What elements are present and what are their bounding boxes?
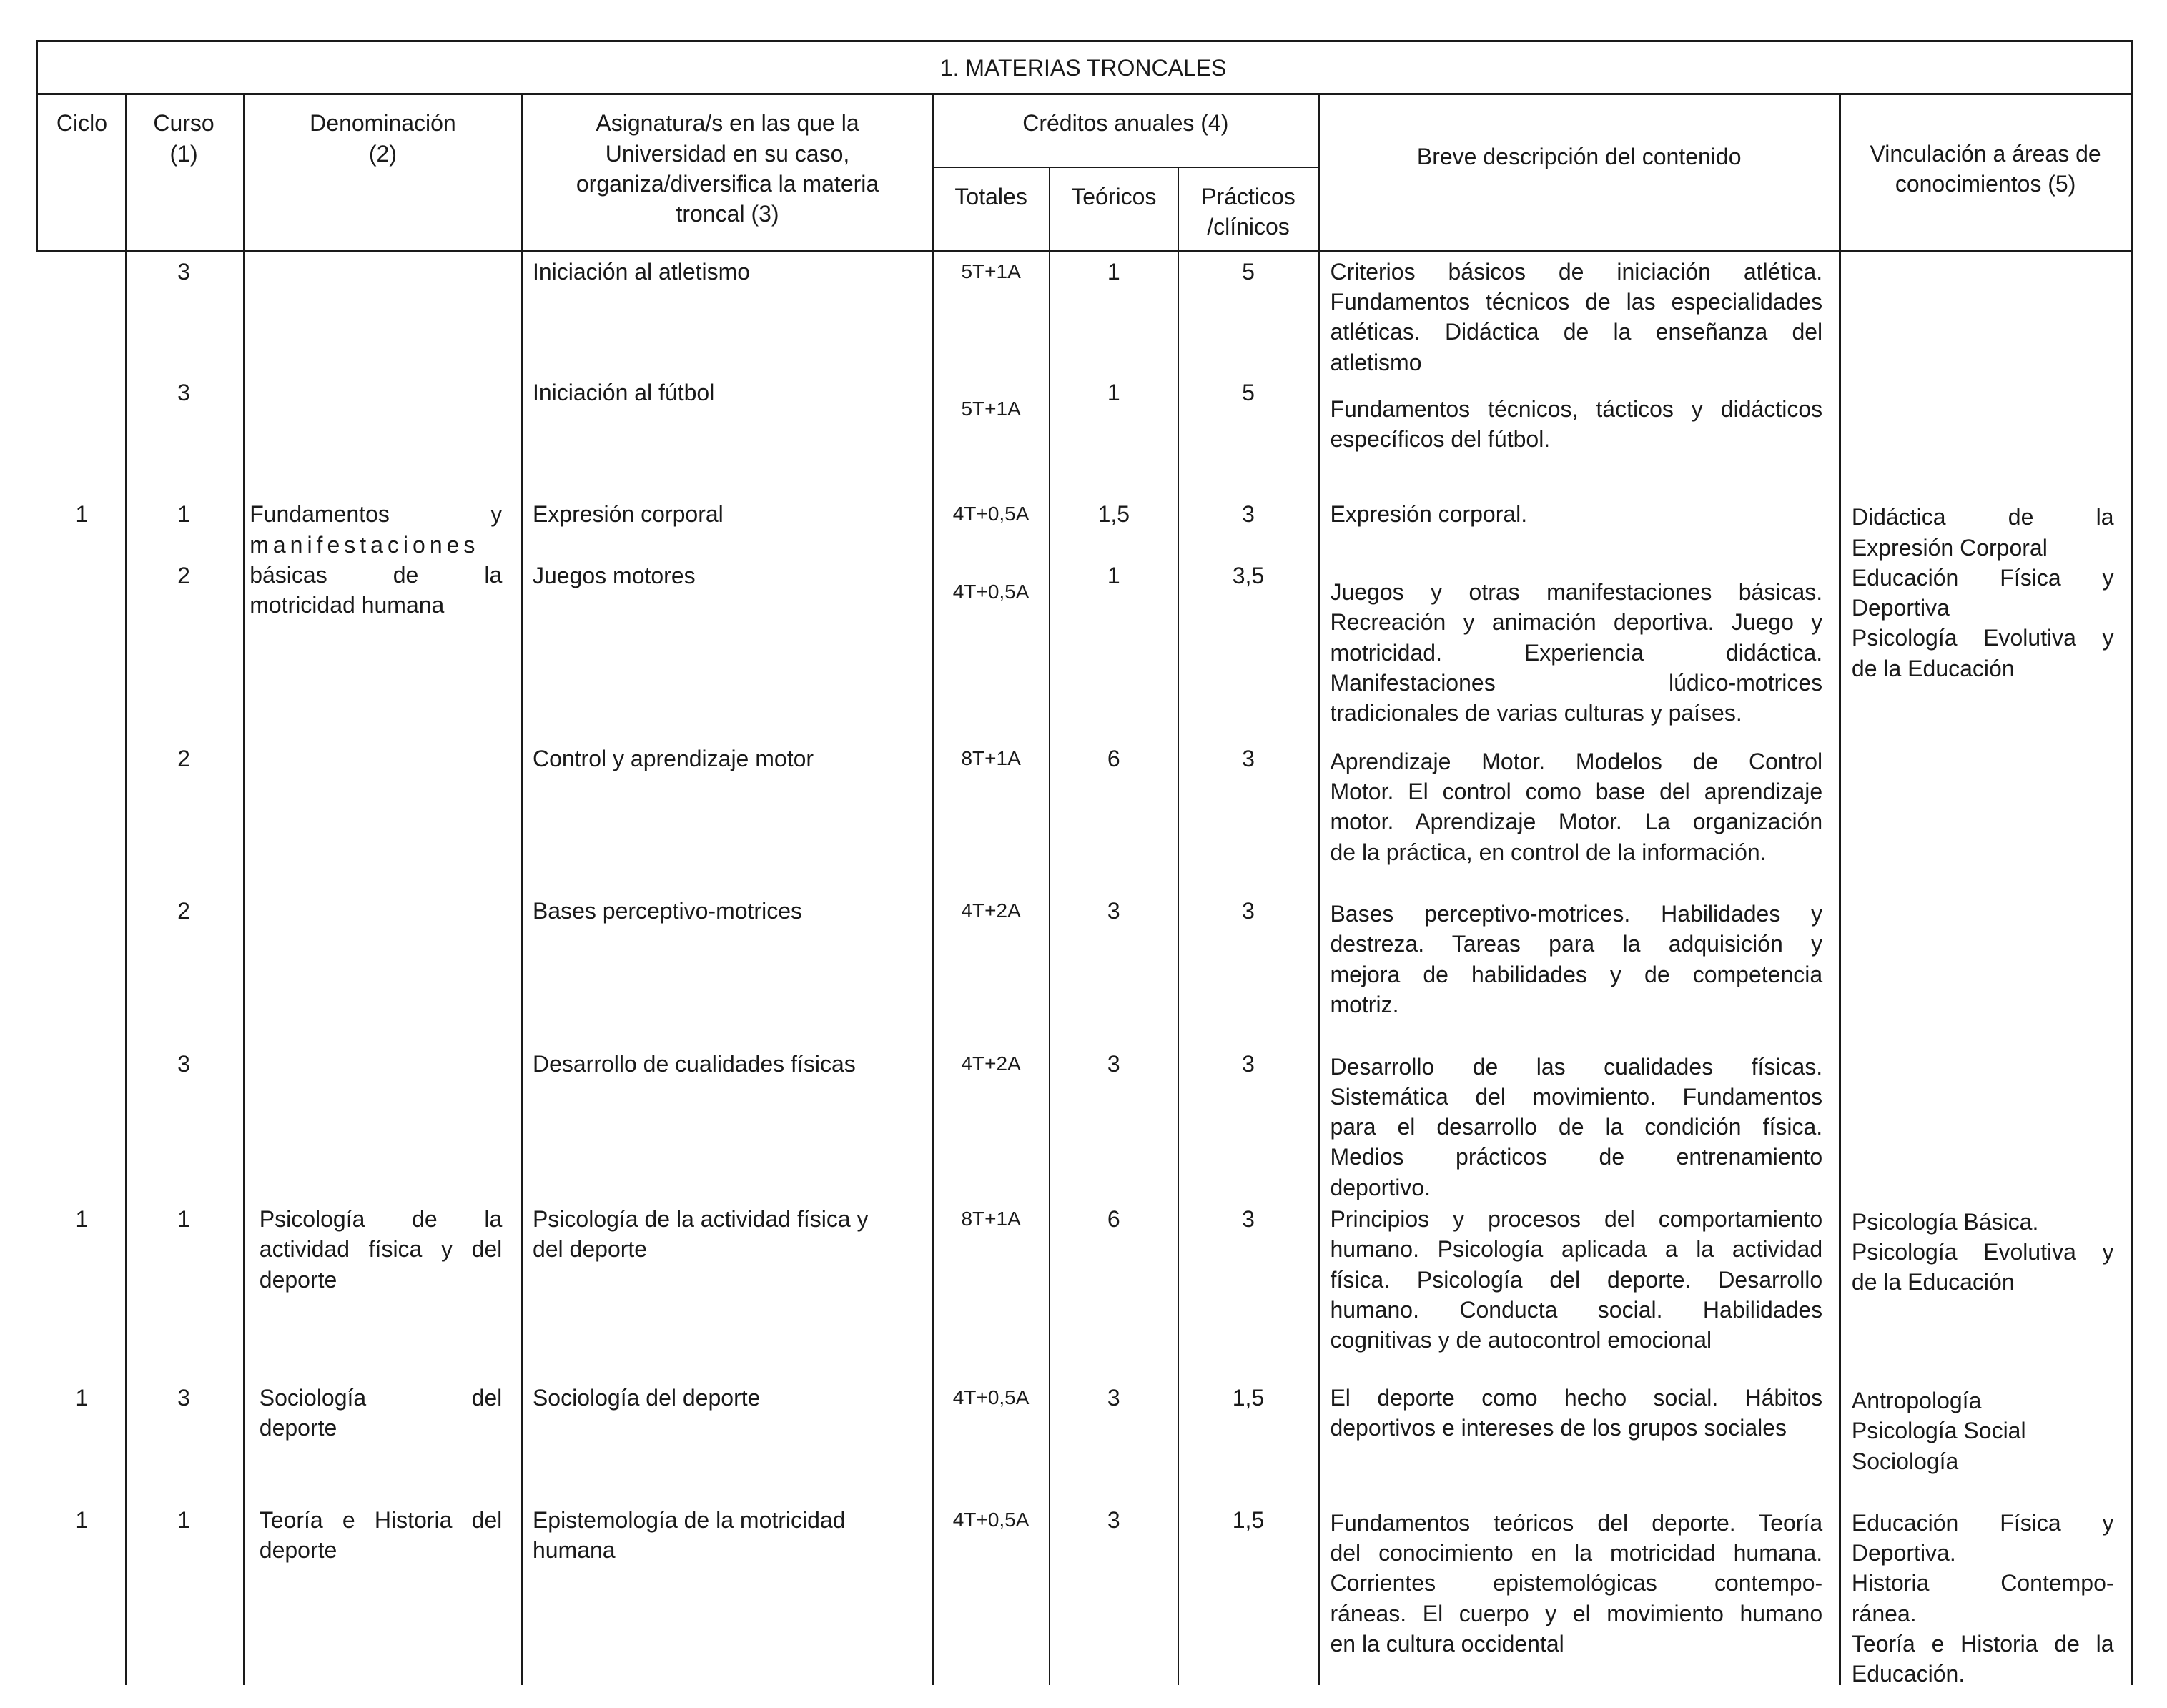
title-bottom-border <box>36 93 2131 95</box>
table-row-2-vinculacion: de la Educación <box>1851 655 2015 681</box>
table-row-4-teoricos: 6 <box>1107 745 1120 771</box>
table-row-2-vinculacion: Didáctica de la <box>1851 504 2114 530</box>
table-row-8-asignatura: Sociología del deporte <box>532 1385 761 1411</box>
header-asignatura: troncal (3) <box>676 201 779 227</box>
table-row-0-asignatura: Iniciación al atletismo <box>532 258 751 285</box>
table-row-4-asignatura: Control y aprendizaje motor <box>532 745 814 771</box>
table-row-8-vinculacion: Antropología <box>1851 1388 1982 1414</box>
table-row-6-descripcion: Sistemática del movimiento. Fundamentos <box>1330 1083 1823 1110</box>
table-title: 1. MATERIAS TRONCALES <box>939 54 1227 81</box>
table-row-6-asignatura: Desarrollo de cualidades físicas <box>532 1050 856 1077</box>
table-row-4-practicos: 3 <box>1242 745 1255 771</box>
credits-subheader-border <box>934 167 1318 168</box>
table-row-4-descripcion: Aprendizaje Motor. Modelos de Control <box>1330 748 1823 774</box>
table-row-3-practicos: 3,5 <box>1232 562 1265 588</box>
table-row-5-teoricos: 3 <box>1107 898 1120 924</box>
table-row-9-curso: 1 <box>177 1506 190 1533</box>
header-totales: Totales <box>954 184 1027 210</box>
table-row-9-asignatura: humana <box>532 1537 616 1564</box>
table-row-3-teoricos: 1 <box>1107 562 1120 588</box>
table-row-0-totales: 5T+1A <box>961 260 1021 282</box>
table-row-3-asignatura: Juegos motores <box>532 562 696 588</box>
table-row-0-curso: 3 <box>177 258 190 285</box>
table-row-3-descripcion: tradicionales de varias culturas y países. <box>1330 700 1742 726</box>
table-row-2-asignatura: Expresión corporal <box>532 501 724 528</box>
table-row-7-asignatura: del deporte <box>532 1236 648 1263</box>
table-row-0-descripcion: Fundamentos técnicos de las especialidades <box>1330 289 1823 315</box>
column-divider <box>1839 93 1841 1685</box>
column-divider <box>125 93 127 1685</box>
table-row-6-practicos: 3 <box>1242 1050 1255 1077</box>
table-row-9-asignatura: Epistemología de la motricidad <box>532 1506 846 1533</box>
table-row-9-denominacion: deporte <box>259 1537 337 1564</box>
table-row-9-vinculacion: Teoría e Historia de la <box>1851 1630 2114 1657</box>
header-curso: Curso <box>153 110 214 137</box>
table-row-1-practicos: 5 <box>1242 379 1255 405</box>
header-vinculacion: conocimientos (5) <box>1895 171 2076 197</box>
table-row-3-descripcion: Recreación y animación deportiva. Juego y <box>1330 609 1823 636</box>
table-row-9-practicos: 1,5 <box>1232 1506 1265 1533</box>
table-row-7-descripcion: cognitivas y de autocontrol emocional <box>1330 1327 1712 1353</box>
table-row-0-descripcion: atletismo <box>1330 349 1422 375</box>
table-row-1-totales: 5T+1A <box>961 397 1021 420</box>
table-row-4-totales: 8T+1A <box>961 746 1021 769</box>
header-asignatura: Universidad en su caso, <box>605 140 850 167</box>
table-row-4-descripcion: de la práctica, en control de la información. <box>1330 839 1767 865</box>
table-row-9-vinculacion: Deportiva. <box>1851 1540 1956 1566</box>
table-row-2-vinculacion: Psicología Evolutiva y <box>1851 625 2114 651</box>
table-row-6-descripcion: para el desarrollo de la condición física. <box>1330 1114 1823 1140</box>
table-row-3-curso: 2 <box>177 562 190 588</box>
header-descripcion: Breve descripción del contenido <box>1416 143 1742 169</box>
table-row-7-vinculacion: Psicología Básica. <box>1851 1208 2039 1235</box>
table-row-0-descripcion: atléticas. Didáctica de la enseñanza del <box>1330 319 1823 345</box>
table-row-7-ciclo: 1 <box>75 1205 89 1232</box>
header-creditos: Créditos anuales (4) <box>1022 110 1229 137</box>
header-practicos: /clínicos <box>1207 214 1290 240</box>
table-row-7-descripcion: humano. Conducta social. Habilidades <box>1330 1296 1823 1323</box>
table-row-2-totales: 4T+0,5A <box>952 503 1030 525</box>
table-row-9-descripcion: Corrientes epistemológicas contempo- <box>1330 1570 1823 1596</box>
table-row-6-descripcion: Medios prácticos de entrenamiento <box>1330 1144 1823 1170</box>
header-asignatura: organiza/diversifica la materia <box>576 170 879 197</box>
table-row-2-vinculacion: Expresión Corporal <box>1851 534 2048 561</box>
table-row-8-curso: 3 <box>177 1385 190 1411</box>
table-row-5-totales: 4T+2A <box>961 899 1021 922</box>
table-row-7-totales: 8T+1A <box>961 1207 1021 1230</box>
table-row-2-vinculacion: Deportiva <box>1851 595 1950 621</box>
table-row-4-descripcion: motor. Aprendizaje Motor. La organización <box>1330 809 1823 835</box>
table-row-6-descripcion: Desarrollo de las cualidades físicas. <box>1330 1053 1823 1080</box>
table-row-7-denominacion: deporte <box>259 1266 337 1293</box>
table-row-2-denominacion: motricidad humana <box>250 592 445 618</box>
table-row-4-descripcion: Motor. El control como base del aprendizaje <box>1330 779 1823 804</box>
table-row-7-vinculacion: Psicología Evolutiva y <box>1851 1239 2114 1265</box>
table-row-9-vinculacion: Educación. <box>1851 1661 1965 1687</box>
header-asignatura: Asignatura/s en las que la <box>596 110 859 137</box>
table-row-6-totales: 4T+2A <box>961 1052 1021 1075</box>
table-row-8-vinculacion: Psicología Social <box>1851 1418 2026 1444</box>
table-row-6-curso: 3 <box>177 1050 190 1077</box>
table-row-2-denominacion: básicas de la <box>250 561 503 588</box>
column-divider <box>521 93 523 1685</box>
header-bottom-border <box>36 250 2131 252</box>
table-row-0-descripcion: Criterios básicos de iniciación atlética. <box>1330 258 1823 285</box>
table-row-7-practicos: 3 <box>1242 1205 1255 1232</box>
table-row-2-practicos: 3 <box>1242 501 1255 528</box>
table-row-5-curso: 2 <box>177 898 190 924</box>
table-row-9-teoricos: 3 <box>1107 1506 1120 1533</box>
table-row-7-denominacion: actividad física y del <box>259 1236 503 1263</box>
table-right-border <box>2131 40 2133 1685</box>
table-row-9-descripcion: del conocimiento en la motricidad humana. <box>1330 1540 1823 1566</box>
table-row-7-asignatura: Psicología de la actividad física y <box>532 1205 869 1232</box>
table-row-7-teoricos: 6 <box>1107 1205 1120 1232</box>
table-row-9-descripcion: en la cultura occidental <box>1330 1630 1564 1657</box>
table-row-7-descripcion: humano. Psicología aplicada a la actividad <box>1330 1236 1823 1263</box>
table-row-9-ciclo: 1 <box>75 1506 89 1533</box>
table-row-9-vinculacion: Historia Contempo- <box>1851 1570 2114 1596</box>
table-row-8-descripcion: deportivos e intereses de los grupos sociales <box>1330 1415 1787 1441</box>
table-row-5-descripcion: motriz. <box>1330 991 1399 1017</box>
table-row-2-descripcion: Expresión corporal. <box>1330 501 1528 528</box>
table-row-7-denominacion: Psicología de la <box>259 1205 503 1232</box>
table-row-2-vinculacion: Educación Física y <box>1851 564 2114 591</box>
column-divider <box>932 93 934 1685</box>
table-row-5-practicos: 3 <box>1242 898 1255 924</box>
table-row-5-descripcion: Bases perceptivo-motrices. Habilidades y <box>1330 901 1823 927</box>
table-row-8-vinculacion: Sociología <box>1851 1448 1959 1474</box>
table-row-1-descripcion: Fundamentos técnicos, tácticos y didácticos <box>1330 395 1823 422</box>
table-top-border <box>36 40 2131 42</box>
table-row-9-descripcion: Fundamentos teóricos del deporte. Teoría <box>1330 1509 1823 1536</box>
table-row-8-practicos: 1,5 <box>1232 1385 1265 1411</box>
header-ciclo: Ciclo <box>56 110 107 137</box>
table-row-8-ciclo: 1 <box>75 1385 89 1411</box>
header-denominacion: (2) <box>368 140 397 167</box>
table-row-2-ciclo: 1 <box>75 501 89 528</box>
table-row-5-asignatura: Bases perceptivo-motrices <box>532 898 802 924</box>
header-curso: (1) <box>169 140 198 167</box>
table-row-7-descripcion: física. Psicología del deporte. Desarrollo <box>1330 1266 1823 1293</box>
table-row-3-descripcion: motricidad. Experiencia didáctica. <box>1330 639 1823 666</box>
table-row-7-curso: 1 <box>177 1205 190 1232</box>
table-row-6-descripcion: deportivo. <box>1330 1174 1431 1200</box>
table-row-9-vinculacion: ránea. <box>1851 1600 1917 1626</box>
table-row-3-descripcion: Juegos y otras manifestaciones básicas. <box>1330 579 1823 606</box>
table-row-2-denominacion: manifestaciones <box>250 531 480 558</box>
table-row-2-curso: 1 <box>177 501 190 528</box>
table-row-8-teoricos: 3 <box>1107 1385 1120 1411</box>
table-row-2-teoricos: 1,5 <box>1097 501 1130 528</box>
table-row-0-teoricos: 1 <box>1107 258 1120 285</box>
table-row-1-teoricos: 1 <box>1107 379 1120 405</box>
table-row-5-descripcion: mejora de habilidades y de competencia <box>1330 961 1823 987</box>
header-vinculacion: Vinculación a áreas de <box>1870 141 2101 167</box>
table-row-3-totales: 4T+0,5A <box>952 581 1030 603</box>
table-row-0-practicos: 5 <box>1242 258 1255 285</box>
column-divider <box>243 93 245 1685</box>
table-row-7-descripcion: Principios y procesos del comportamiento <box>1330 1205 1823 1232</box>
table-row-9-totales: 4T+0,5A <box>952 1508 1030 1531</box>
table-row-5-descripcion: destreza. Tareas para la adquisición y <box>1330 931 1823 957</box>
table-row-1-descripcion: específicos del fútbol. <box>1330 426 1551 453</box>
table-row-6-teoricos: 3 <box>1107 1050 1120 1077</box>
table-row-8-totales: 4T+0,5A <box>952 1386 1030 1409</box>
table-row-8-denominacion: deporte <box>259 1415 337 1441</box>
table-row-9-denominacion: Teoría e Historia del <box>259 1506 503 1533</box>
header-practicos: Prácticos <box>1201 184 1295 210</box>
column-divider <box>1318 93 1320 1685</box>
table-row-1-asignatura: Iniciación al fútbol <box>532 379 715 405</box>
table-row-8-denominacion: Sociología del <box>259 1385 503 1411</box>
table-row-8-descripcion: El deporte como hecho social. Hábitos <box>1330 1385 1823 1411</box>
table-row-9-vinculacion: Educación Física y <box>1851 1509 2114 1536</box>
table-row-1-curso: 3 <box>177 379 190 405</box>
table-row-7-vinculacion: de la Educación <box>1851 1269 2015 1295</box>
table-row-4-curso: 2 <box>177 745 190 771</box>
header-denominacion: Denominación <box>310 110 456 137</box>
table-row-3-descripcion: Manifestaciones lúdico-motrices <box>1330 669 1823 696</box>
table-row-2-denominacion: Fundamentos y <box>250 501 503 528</box>
header-teoricos: Teóricos <box>1071 184 1157 210</box>
table-row-9-descripcion: ráneas. El cuerpo y el movimiento humano <box>1330 1600 1823 1626</box>
